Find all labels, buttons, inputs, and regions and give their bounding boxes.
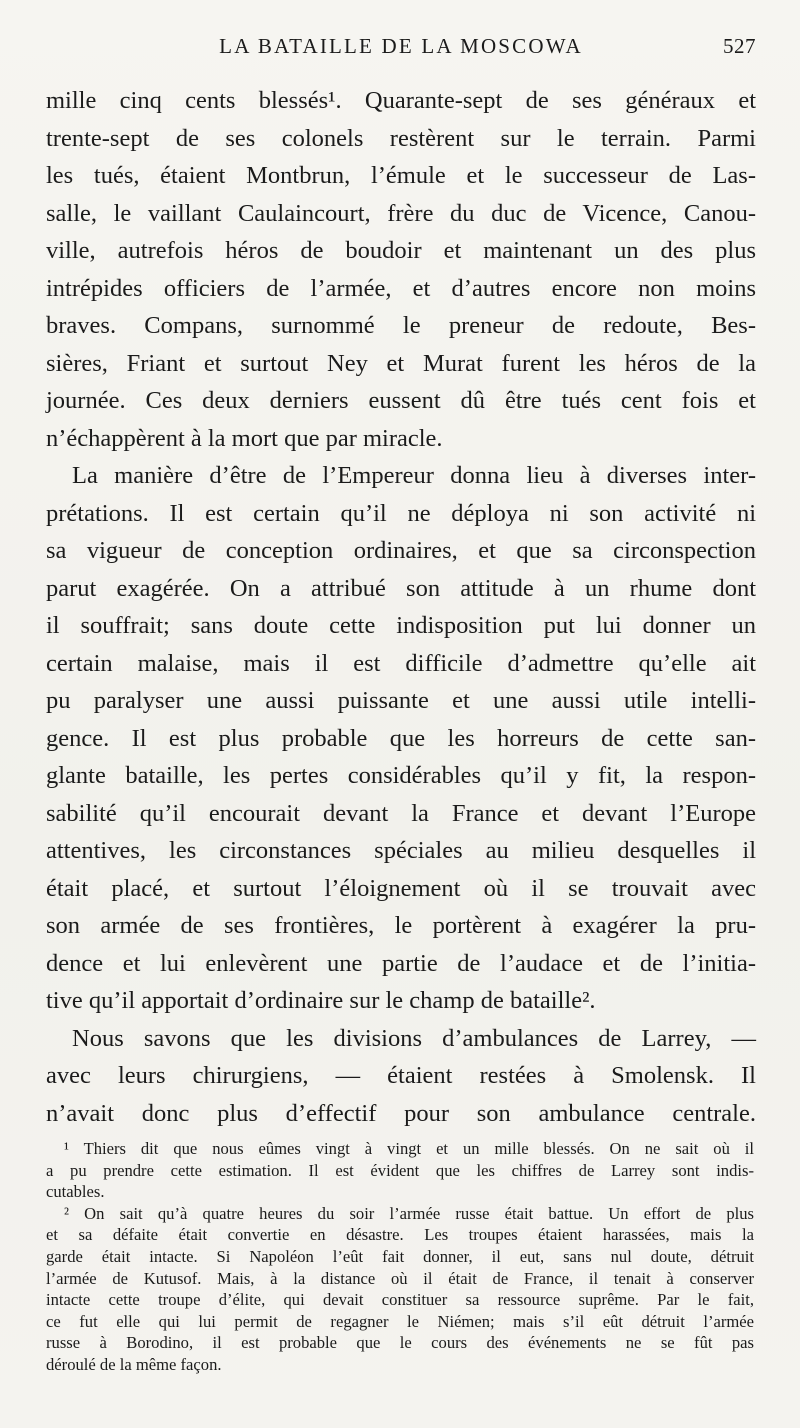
- text-line: ville, autrefois héros de boudoir et maintenant un des plus: [46, 237, 756, 264]
- footnote-line: cutables.: [46, 1182, 105, 1202]
- text-line: salle, le vaillant Caulaincourt, frère du duc de Vicence, Canou-: [46, 199, 756, 227]
- text-line: les tués, étaient Montbrun, l’émule et le successeur de Las-: [46, 162, 756, 189]
- text-line: intrépides officiers de l’armée, et d’autres encore non moins: [46, 274, 756, 302]
- paragraph: [46, 82, 756, 457]
- footnote: [46, 1203, 754, 1376]
- text-line: pu paralyser une aussi puissante et une aussi utile intelli-: [46, 687, 756, 714]
- text-line: sa vigueur de conception ordinaires, et que sa circonspection: [46, 537, 756, 564]
- text-line: dence et lui enlevèrent une partie de l’audace et de l’initia-: [46, 949, 756, 977]
- text-line: parut exagérée. On a attribué son attitude à un rhume dont: [46, 574, 756, 602]
- page-number: 527: [723, 34, 756, 58]
- footnote-line: et sa défaite était convertie en désastre. Les troupes étaient harassées, mais la: [46, 1225, 754, 1245]
- text-line: son armée de ses frontières, le portèrent à exagérer la pru-: [46, 912, 756, 939]
- footnote-line: a pu prendre cette estimation. Il est évident que les chiffres de Larrey sont indis-: [46, 1160, 754, 1180]
- footnote-line: l’armée de Kutusof. Mais, à la distance où il était de France, il tenait à conserver: [46, 1268, 754, 1288]
- footnote-line: ¹ Thiers dit que nous eûmes vingt à vingt et un mille blessés. On ne sait où il: [64, 1139, 754, 1158]
- text-line: mille cinq cents blessés¹. Quarante-sept de ses généraux et: [46, 87, 756, 114]
- footnotes: [46, 1138, 754, 1376]
- text-line: braves. Compans, surnommé le preneur de redoute, Bes-: [46, 312, 756, 339]
- paragraph: [46, 457, 756, 1020]
- text-line: il souffrait; sans doute cette indisposition put lui donner un: [46, 612, 756, 639]
- text-line: sières, Friant et surtout Ney et Murat furent les héros de la: [46, 349, 756, 377]
- running-title: LA BATAILLE DE LA MOSCOWA: [219, 34, 583, 58]
- footnote-line: déroulé de la même façon.: [46, 1354, 222, 1374]
- footnote-line: russe à Borodino, il est probable que le cours des événements ne se fût pas: [46, 1333, 754, 1353]
- text-line: journée. Ces deux derniers eussent dû être tués cent fois et: [46, 387, 756, 414]
- footnote-line: intacte cette troupe d’élite, qui devait constituer sa ressource suprême. Par le fait,: [46, 1290, 754, 1310]
- text-line: La manière d’être de l’Empereur donna lieu à diverses inter-: [72, 462, 756, 489]
- text-line: tive qu’il apportait d’ordinaire sur le champ de bataille².: [46, 987, 596, 1014]
- text-line: glante bataille, les pertes considérables qu’il y fit, la respon-: [46, 762, 756, 789]
- body-text: [46, 82, 756, 1132]
- text-line: prétations. Il est certain qu’il ne déploya ni son activité ni: [46, 499, 756, 527]
- text-line: était placé, et surtout l’éloignement où il se trouvait avec: [46, 874, 756, 902]
- text-line: attentives, les circonstances spéciales au milieu desquelles il: [46, 837, 756, 864]
- footnote-line: ce fut elle qui lui permit de regagner le Niémen; mais s’il eût détruit l’armée: [46, 1311, 754, 1331]
- footnote-line: ² On sait qu’à quatre heures du soir l’armée russe était battue. Un effort de plus: [64, 1203, 754, 1223]
- text-line: Nous savons que les divisions d’ambulances de Larrey, —: [72, 1024, 756, 1052]
- text-line: gence. Il est plus probable que les horreurs de cette san-: [46, 724, 756, 752]
- text-line: avec leurs chirurgiens, — étaient restées à Smolensk. Il: [46, 1062, 756, 1089]
- text-line: certain malaise, mais il est difficile d’admettre qu’elle ait: [46, 649, 756, 677]
- footnote: [46, 1138, 754, 1203]
- text-line: trente-sept de ses colonels restèrent sur le terrain. Parmi: [46, 124, 756, 152]
- footnote-line: garde était intacte. Si Napoléon l’eût fait donner, il eut, sans nul doute, détruit: [46, 1246, 754, 1266]
- text-line: n’avait donc plus d’effectif pour son ambulance centrale.: [46, 1099, 756, 1127]
- paragraph: [46, 1020, 756, 1133]
- text-line: n’échappèrent à la mort que par miracle.: [46, 424, 443, 452]
- text-line: sabilité qu’il encourait devant la France et devant l’Europe: [46, 799, 756, 827]
- running-head: [46, 34, 756, 64]
